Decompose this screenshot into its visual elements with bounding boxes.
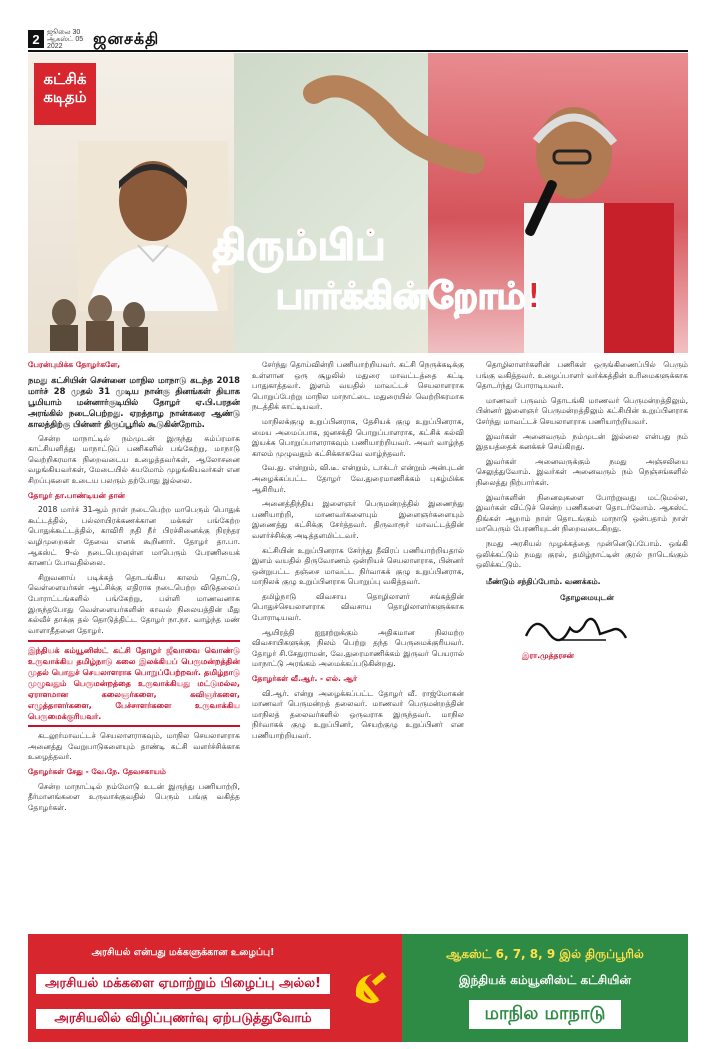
lead-paragraph: நமது கட்சியின் சென்னை மாநில மாநாடு கடந்த 2018 மார்ச் 28 முதல் 31 முடிய நான்கு தினங்கள் தியாக பூமியாம் மன்னார்குடியில் தோழர் ஏ.பி.பரதன் அரங்கில் நடைபெற்றது. ஏறத்தாழ நான்கரை ஆண்டு காலத்திற்கு பின்னர் திருப்பூரில் கூடுகின்றோம். xyxy=(28,374,240,429)
conference-dates: ஆகஸ்ட் 6, 7, 8, 9 இல் திருப்பூரில் xyxy=(446,947,644,962)
article-body xyxy=(28,360,688,920)
signature-name: இரா.முத்தரசன் xyxy=(522,651,574,661)
highlight-box: இந்தியக் கம்யூனிஸ்ட் கட்சி தோழர் ஜீவாவை வொண்டு உருவாக்கிய தமிழ்நாடு கலை இலக்கியப் பெருமன்றத்தின் முதல் பொதுச் செயலாளராக பொறுப்பேற்றவர். தமிழ்நாடு முழுவதும் பெருமன்றத்தை உருவாக்கியது மட்டுமல்ல, ஏராளமான கலைஞர்களை, கவிஞர்களை, எழுத்தாளர்களை, பேச்சாளர்களை உருவாக்கிய பெருமைக்குரியவர். xyxy=(28,640,240,727)
hero-left-panel xyxy=(28,53,238,353)
paragraph: கடலூர்மாவட்டச் செயலாளராகவும், மாநில செயலாளராக அனைத்து வேறுபாடுகளையும் தாண்டி கட்சி வளர்ச்சிக்காக உழைத்தவர். xyxy=(28,731,240,762)
issue-date: ஜூலை 30 ஆகஸ்ட் 05 2022 xyxy=(47,28,84,50)
footer-banner xyxy=(28,934,688,1042)
column-2 xyxy=(252,360,464,920)
closing: தோழமையுடன் xyxy=(560,593,614,603)
subheading: தோழர் தா.பாண்டியன் தான் xyxy=(28,490,125,500)
paragraph: கட்சியின் உறுப்பினராக சேர்ந்து தீவிரப் பணியாற்றியதால் இளம் வயதில் திருவோணம் ஒன்றியச் செயலாளராக, பின்னர் ஒன்றுபட்ட தஞ்சை மாவட்ட நிர்வாகக் குழு உறுப்பினராக, மாநிலக் குழு உறுப்பினராக பொறுப்பு வகித்தவர். xyxy=(252,545,464,587)
bust-statues xyxy=(42,291,152,351)
hammer-sickle-icon xyxy=(338,934,402,1042)
greeting: பேரன்புமிக்க தோழர்களே, xyxy=(28,360,121,369)
paragraph: சேர்ந்து தொய்வின்றி பணியாற்றியவர். கட்சி நெருக்கடிக்கு உள்ளான ஒரு சூழலில் மதுரை மாவட்டத்தை கட்டி பாதுகாத்தவர். இளம் வயதில் மாவட்டச் செயலாளராக பொறுப்பேற்று மாநில மாநாட்டை மதுரையில் வெற்றிகரமாக நடத்திக் காட்டியவர். xyxy=(252,360,464,412)
column-badge: கட்சிக் கடிதம் xyxy=(34,63,96,125)
paragraph: சிறுவனாய் படிக்கத் தொடங்கிய காலம் தொட்டு, வெள்ளையர்கள் ஆட்சிக்கு எதிராக நடைபெற்ற விடுதலைப் போராட்டங்களில் பங்கேற்று, பள்ளி மாணவனாக இருந்தபோது வெள்ளையர்களின் காவல் நிலையத்தின் மீது கல்வீச் தாக்கு தல் தொடுத்திட்ட தோழர் நா.நா. வாழ்ந்த மண் வாளாதீதனை தோழர். xyxy=(28,572,240,635)
paragraph: தொழிலாளர்களின் பணிகள் ஒருங்கிணைப்பில் பெரும் பங்கு வகித்தவர். உழைப்பாளர் வர்க்கத்தின் உரிமைகளுக்காக தொடர்ந்து போராடியவர். xyxy=(476,360,688,391)
subheading: தோழர்கள் சேது - வே.நே. தேவசகாயம் xyxy=(28,767,166,777)
footer-slogan-panel xyxy=(28,934,338,1042)
paragraph: சென்ற மாநாட்டில் நம்முடன் இருந்து சும்ப்ரமாக காட்சியளித்து மாநாட்டுப் பணிகளில் பங்கேற்று, மாநாடு வெற்றிகரமாக நிறைவடைய உழைத்தவர்கள், ஆலோசனை வழங்கியவர்கள், மேடையில் சுயமோம் முழங்கியவர்கள் என சிறப்புகளை உடைய பலரும் தற்போது இல்லை. xyxy=(28,433,240,485)
conference-announcement xyxy=(402,934,688,1042)
headline-line-2: பார்க்கின்றோம்! xyxy=(276,276,543,317)
newspaper-brand: ஜனசக்தி xyxy=(93,28,160,48)
paragraph: ஆயிரத்தி ஐநூற்றுக்கும் அதிகமான நிலமற்ற விவசாயிகளுக்கு நிலம் பெற்று தந்த பெருமைக்குரியவர். தோழர் சி.சேதுராமன், வே.துரைமாணிக்கம் இருவர் பெயரால் மாநாட்டு அரங்கம் அமைக்கப்படுகின்றது. xyxy=(252,627,464,669)
column-1 xyxy=(28,360,240,920)
paragraph: வி.ஆர். என்று அழைக்கப்பட்ட தோழர் வீ. ராஜ்மோகன் மாணவர் பெருமன்றத் தலைவர். மாணவர் பெருமன்றத்தின் மாநிலத் தலைவர்களில் ஒருவராக இருந்தவர். மாநில நிர்வாகக் குழு உறுப்பினர், செயற்குழு உறுப்பினர் என பணியாற்றியவர். xyxy=(252,688,464,740)
subheading: தோழர்கள் வீ.ஆர். - எல். ஆர் xyxy=(252,674,358,684)
slogan-line-1: அரசியல் என்பது மக்களுக்கான உழைப்பு! xyxy=(91,947,275,959)
conference-title: மாநில மாநாடு xyxy=(469,1000,622,1029)
paragraph: சென்ற மாநாட்டில் நம்மோடு உடன் இருந்து பணியாற்றி, தீர்மானங்களை உருவாக்குவதில் பெரும் பங்கு வகித்த தோழர்கள். xyxy=(28,781,240,812)
page-number: 2 xyxy=(28,30,44,48)
signature-mark xyxy=(516,608,636,648)
paragraph: இவர்களின் நினைவுகளை போற்றுவது மட்டுமல்ல, இவர்கள் விட்டுச் சென்ற பணிகளை தொடர்வோம். ஆகஸ்ட் திங்கள் ஆறாம் நாள் தொடங்கும் மாநாடு ஒன்பதாம் நாள் மாபெரும் பேரணியுடன் நிறைவடைகிறது. xyxy=(476,492,688,534)
header-rule xyxy=(28,50,688,52)
paragraph: இவர்கள் அனைவருக்கும் நமது அஞ்சலியை செலுத்துவோம். இவர்கள் அனைவரும் நம் நெஞ்சங்களில் நிலைத்து நிற்பார்கள். xyxy=(476,456,688,487)
paragraph: அனைத்திந்திய இளைஞர் பெருமன்றத்தில் இணைந்து பணியாற்றி, மாணவர்களையும் இளைஞர்களையும் இணைத்து கட்சிக்கு சேர்த்தவர். திருவாரூர் மாவட்டத்தின் வளர்ச்சிக்கு அடித்தளமிட்டவர். xyxy=(252,499,464,540)
paragraph: வே.து. என்றும், வி.டீ. என்றும், டாக்டர் என்றும் அன்புடன் அழைக்கப்பட்ட தோழர் வே.துரைமாணிக்கம் புகழ்மிக்க ஆசிரியர். xyxy=(252,463,464,494)
paragraph: தமிழ்நாடு விவசாய தொழிலாளர் சங்கத்தின் பொதுச்செயலாளராக விவசாய தொழிலாளர்களுக்காக போராடியவர். xyxy=(252,591,464,623)
paragraph: மாநிலக்குழு உறுப்பினராக, தேசியக் குழு உறுப்பினராக, மைய அமைப்பாக, ஜனசக்தி பொறுப்பாளராக, கட்சிக் கல்வி இயக்க பொறுப்பாளராகவும் பணியாற்றியவர். அவர் வாழ்ந்த காலம் முழுவதும் கட்சிக்காகவே வாழ்ந்தவர். xyxy=(252,416,464,458)
page-header xyxy=(28,28,688,50)
paragraph: மாணவர் பருவம் தொடங்கி மாணவர் பெருமன்றத்திலும், பின்னர் இளைஞர் பெருமன்றத்திலும் கட்சியின் உறுப்பினராக சேர்ந்து மாவட்டச் செயலாளராக பணியாற்றியவர். xyxy=(476,395,688,426)
party-name: இந்தியக் கம்யூனிஸ்ட் கட்சியின் xyxy=(458,973,632,988)
slogan-line-2: அரசியல் மக்களை ஏமாற்றும் பிழைப்பு அல்ல! xyxy=(36,974,330,994)
closing-greeting: மீண்டும் சந்திப்போம். வணக்கம். xyxy=(486,576,601,586)
paragraph: இவர்கள் அனைவரும் நம்முடன் இல்லை என்பது நம் இதயத்தைக் கனக்கச் செய்கிறது. xyxy=(476,431,688,452)
author-portrait xyxy=(78,141,228,311)
headline-line-1: திரும்பிப் xyxy=(213,223,387,269)
paragraph: 2018 மார்ச் 31ஆம் நாள் நடைபெற்ற மாபெரும் பொதுக் கூட்டத்தில், பல்லாயிரக்கணக்கான மக்கள் பங்கேற்ற பொதுக்கூட்டத்தில், காவிரி நதி நீர் பிரச்சினைக்கு நிரந்தர வழிமுறைகள் தேவை எனக் கூறினார். தோழர் தா.பா. ஆகஸ்ட் 9-ல் நடைபெறவுள்ள மாபெரும் பேரணியைக் காணப் போவதில்லை. xyxy=(28,505,240,568)
column-3 xyxy=(476,360,688,920)
slogan-line-3: அரசியலில் விழிப்புணர்வு ஏற்படுத்துவோம் xyxy=(36,1009,330,1029)
hero-section xyxy=(28,53,688,353)
paragraph: நமது அரசியல் முழக்கத்தை முன்னெடுப்போம். ஒங்கி ஒலிக்கட்டும் நமது குரல், தமிழ்நாட்டின் குரல் நாடெங்கும் ஒலிக்கட்டும். xyxy=(476,538,688,570)
